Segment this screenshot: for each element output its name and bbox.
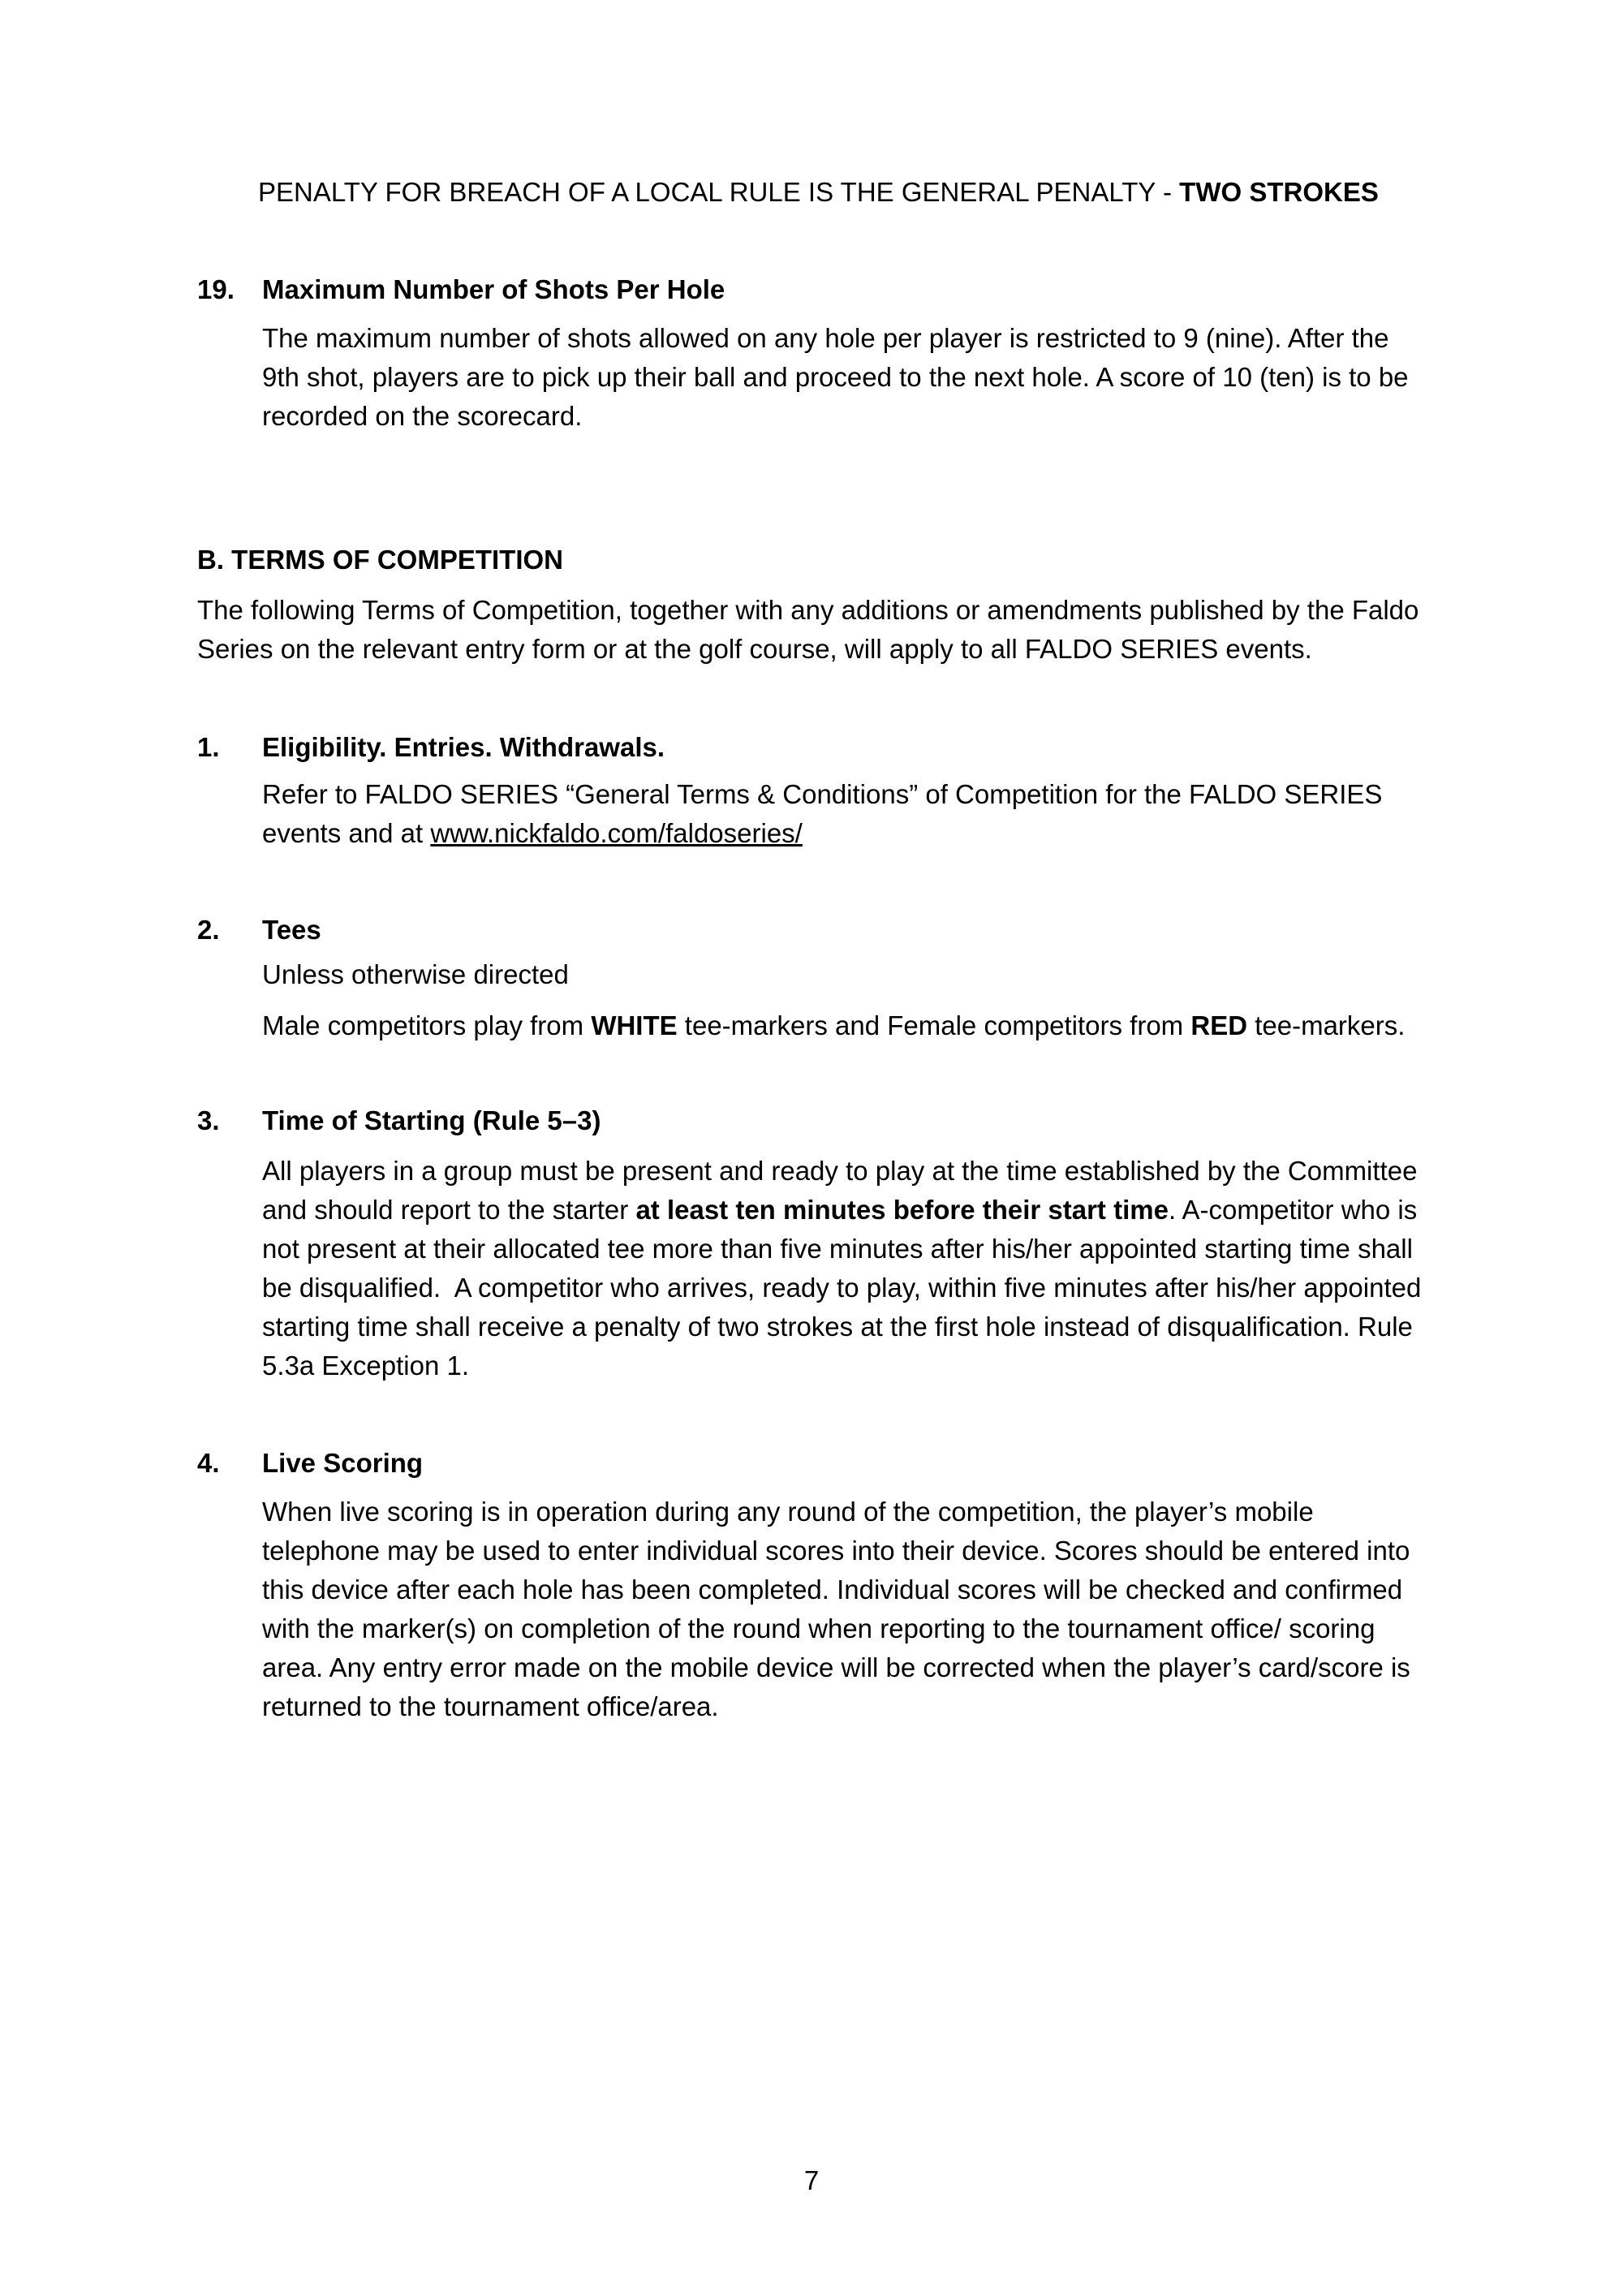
term-1-body-text: Refer to FALDO SERIES “General Terms & Conditions” of Competition for the FALDO SERIES events and at [262,779,1390,848]
section-19-title: Maximum Number of Shots Per Hole [262,274,725,304]
term-2-red-markers: RED [1190,1010,1248,1040]
page-number: 7 [803,2165,820,2195]
term-4-heading [197,1444,1424,1483]
part-b-title: B. TERMS OF COMPETITION [197,545,563,575]
term-1-number: 1. [197,732,220,762]
faldo-series-link[interactable]: www.nickfaldo.com/faldoseries/ [430,818,803,848]
term-2-number: 2. [197,915,220,945]
term-3-heading [197,1101,1424,1140]
term-2-para-2-s1: Male competitors play from [262,1010,592,1040]
part-b-intro: The following Terms of Competition, together with any additions or amendments published by the Faldo Series on the relevant entry form or at the golf course, will apply to all FALDO SERIES events. [197,595,1427,664]
penalty-statement-text: PENALTY FOR BREACH OF A LOCAL RULE IS THE GENERAL PENALTY - [258,177,1180,207]
penalty-statement [197,173,1424,212]
term-3-number: 3. [197,1105,220,1135]
section-19-body: The maximum number of shots allowed on any hole per player is restricted to 9 (nine). After the 9th shot, players are to pick up their ball and proceed to the next hole. A score of 10 (ten) is to be recorded on the scorecard. [262,323,1416,431]
section-19-number: 19. [197,274,235,304]
document-content [197,173,1429,1726]
term-1-heading [197,728,1424,767]
term-3-body-bold: at least ten minutes before their start time [635,1195,1169,1225]
term-2-para-2-s2: tee-markers and Female competitors from [677,1010,1191,1040]
term-1-body [262,775,1424,853]
penalty-statement-bold: TWO STROKES [1179,177,1379,207]
term-2-white-markers: WHITE [591,1010,678,1040]
term-2-heading [197,911,1424,950]
term-4-title: Live Scoring [262,1448,424,1478]
term-3-body-s1: All players in a group must be present and ready to play at the time established by the Committee and should report to the starter [262,1156,1425,1225]
term-3-title: Time of Starting (Rule 5–3) [262,1105,601,1135]
term-3-body-s2: . A-competitor who is not present at their allocated tee more than five minutes after his/her appointed starting time shall be disqualified. A competitor who arrives, ready to play, within five minutes after his/her appointed starting time shall receive a penalty of two strokes at the first hole instead of disqualification. Rule 5.3a Exception 1. [262,1195,1429,1381]
section-19-heading [197,270,1424,309]
term-3-body [262,1152,1429,1385]
term-2-para-2-s3: tee-markers. [1247,1010,1406,1040]
term-2-para-1: Unless otherwise directed [262,959,569,989]
term-4-body: When live scoring is in operation during any round of the competition, the player’s mobile telephone may be used to enter individual scores into their device. Scores should be entered into this device after each hole has been completed. Individual scores will be checked and confirmed with the marker(s) on completion of the round when reporting to the tournament office/ scoring area. Any entry error made on the mobile device will be corrected when the player’s card/score is returned to the tournament office/area. [262,1497,1418,1721]
term-1-title: Eligibility. Entries. Withdrawals. [262,732,665,762]
term-2-title: Tees [262,915,321,945]
term-4-number: 4. [197,1448,220,1478]
term-2-para-2 [262,1006,1424,1045]
